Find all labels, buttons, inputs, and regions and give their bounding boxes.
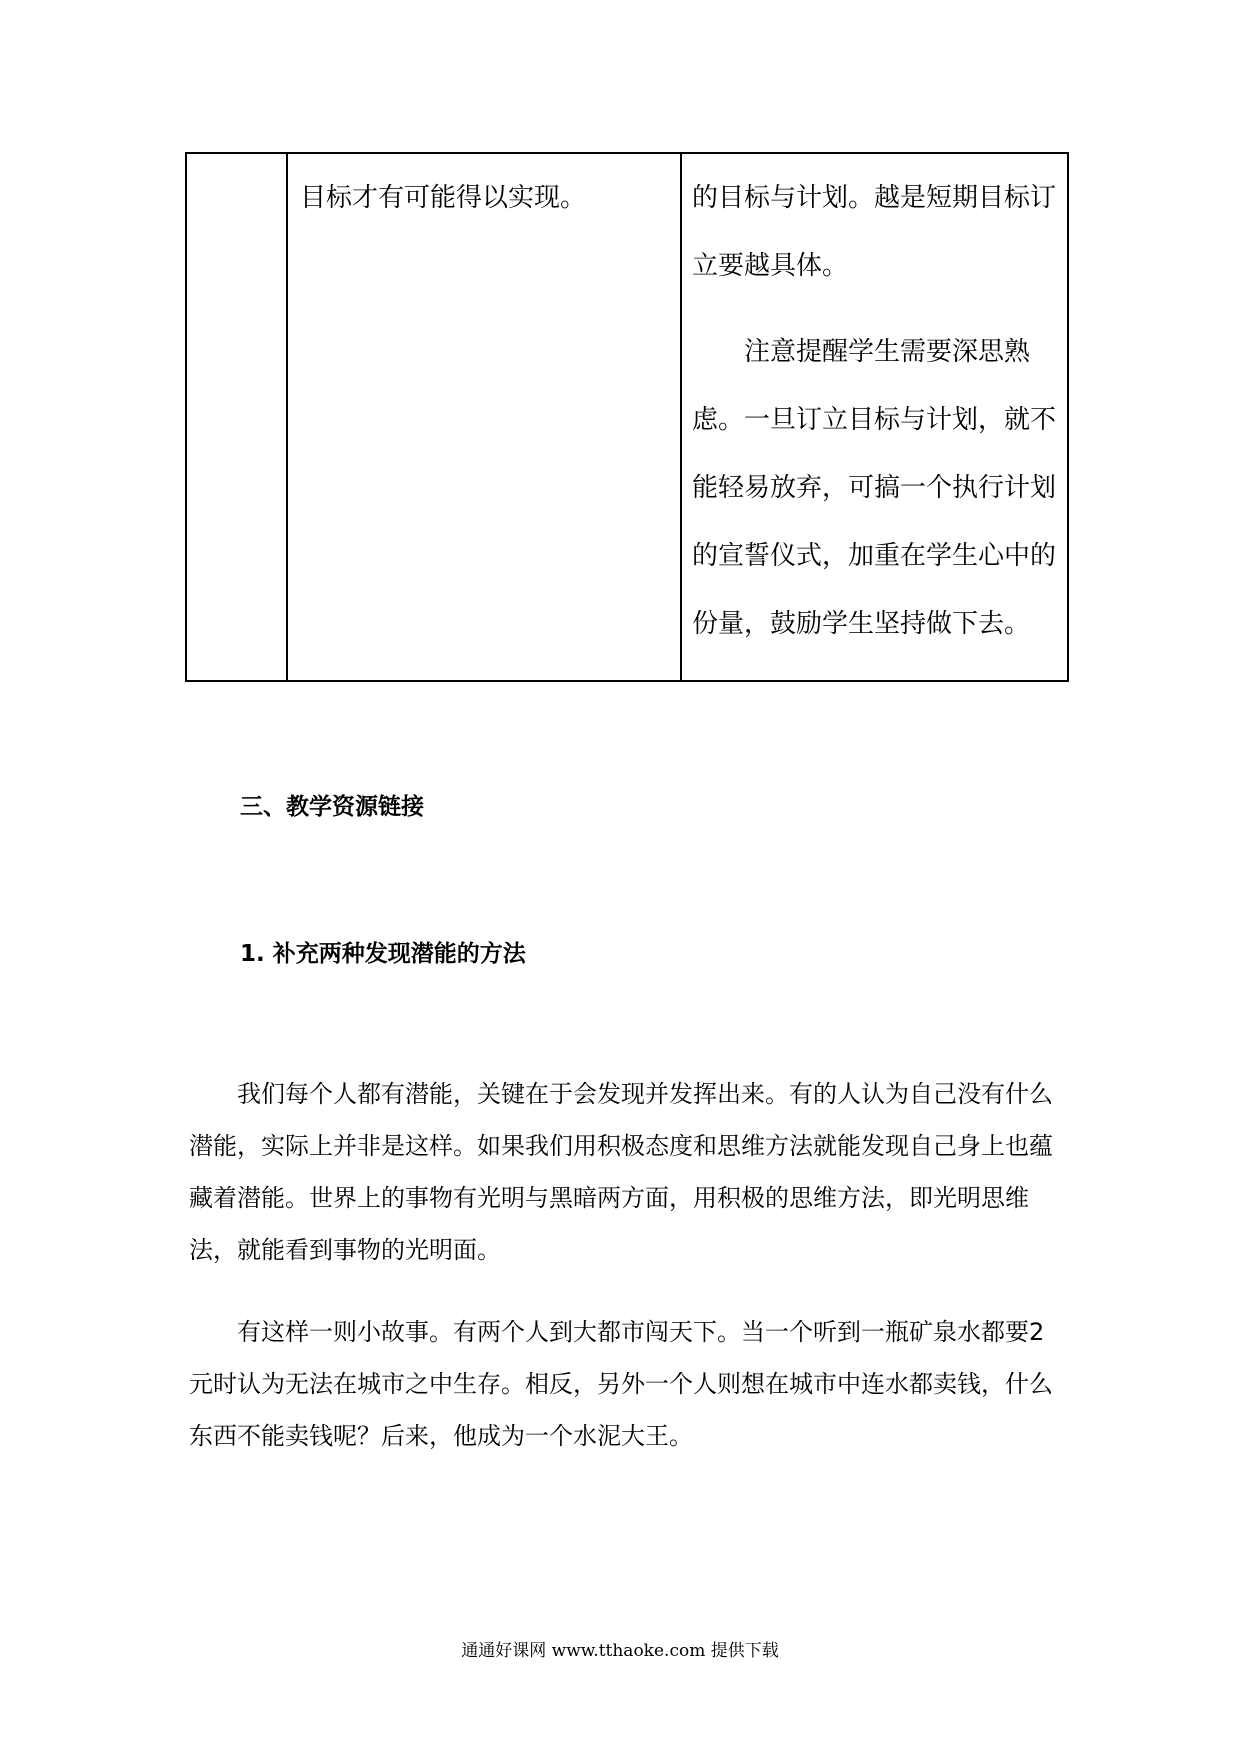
notes-paragraph-2: 注意提醒学生需要深思熟虑。一旦订立目标与计划，就不能轻易放弃，可搞一个执行计划的宣誓仪式，加重在学生心中的份量，鼓励学生坚持做下去。 (692, 337, 1057, 639)
page-footer: 通通好课网 www.tthaoke.com 提供下载 (461, 1641, 779, 1661)
cell-text: 目标才有可能得以实现。 (300, 183, 587, 213)
table-cell-notes (681, 153, 1068, 681)
body-paragraph-2: 有这样一则小故事。有两个人到大都市闯天下。当一个听到一瓶矿泉水都要2元时认为无法在城市之中生存。相反，另外一个人则想在城市中连水都卖钱，什么东西不能卖钱呢？后来，他成为一个水泥大王。 (189, 1318, 1053, 1450)
table-cell-empty (186, 153, 287, 681)
body-paragraph-1: 我们每个人都有潜能，关键在于会发现并发挥出来。有的人认为自己没有什么潜能，实际上并非是这样。如果我们用积极态度和思维方法就能发现自己身上也蕴藏着潜能。世界上的事物有光明与黑暗两方面，用积极的思维方法，即光明思维法，就能看到事物的光明面。 (189, 1080, 1053, 1264)
table-row (186, 153, 1068, 681)
notes-paragraph-1: 的目标与计划。越是短期目标订立要越具体。 (692, 183, 1057, 281)
table-cell-content (287, 153, 681, 681)
lesson-table (185, 152, 1069, 682)
subheading: 1. 补充两种发现潜能的方法 (240, 941, 526, 967)
section-heading: 三、教学资源链接 (240, 794, 424, 820)
